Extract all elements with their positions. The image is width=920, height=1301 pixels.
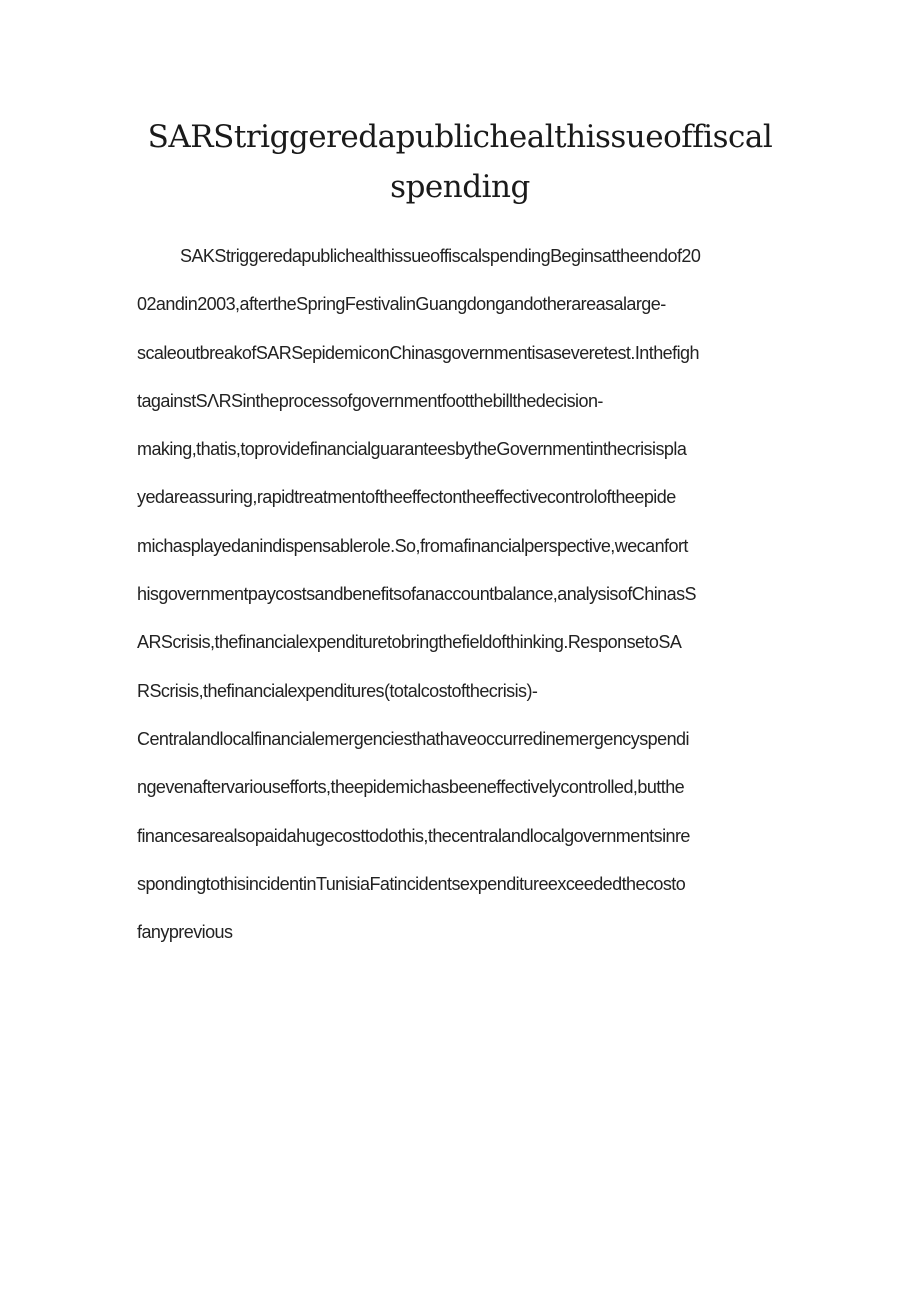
text-line: ARScrisis,thefinancialexpendituretobringthefieldofthinking.ResponsetoSA [137, 632, 682, 653]
text-line: 02andin2003,aftertheSpringFestivalinGuangdongandotherareasalarge- [137, 294, 666, 315]
text-line: financesarealsopaidahugecosttodothis,thecentralandlocalgovernmentsinre [137, 825, 690, 846]
text-line: making,thatis,toprovidefinancialguaranteesbytheGovernmentinthecrisispla [137, 439, 687, 460]
text-line: fanyprevious [137, 922, 233, 943]
text-line: Centralandlocalfinancialemergenciesthathaveoccurredinemergencyspendi [137, 728, 689, 749]
text-line: hisgovernmentpaycostsandbenefitsofanaccountbalance,analysisofChinasS [137, 584, 696, 605]
text-line: spondingtothisincidentinTunisiaFatincidentsexpenditureexceededthecosto [137, 873, 686, 894]
document-title [130, 112, 790, 212]
text-line: scaleoutbreakofSARSepidemiconChinasgovernmentisaseveretest.Inthefigh [137, 342, 699, 363]
title-line: SARStriggeredapublichealthissueoffiscal [147, 119, 773, 155]
body-paragraph [137, 238, 787, 962]
text-line: tagainstSΛRSintheprocessofgovernmentfootthebillthedecision- [137, 390, 603, 411]
text-line: ngevenaftervariousefforts,theepidemichasbeeneffectivelycontrolled,butthe [137, 777, 685, 798]
title-line: spending [390, 169, 530, 205]
text-line: michasplayedanindispensablerole.So,fromafinancialperspective,wecanfort [137, 535, 688, 556]
text-line: SAKStriggeredapublichealthissueoffiscalspendingBeginsattheendof20 [180, 246, 701, 266]
text-line: yedareassuring,rapidtreatmentoftheeffectontheeffectivecontroloftheepide [137, 487, 676, 508]
text-line: RScrisis,thefinancialexpenditures(totalcostofthecrisis)- [137, 680, 538, 701]
